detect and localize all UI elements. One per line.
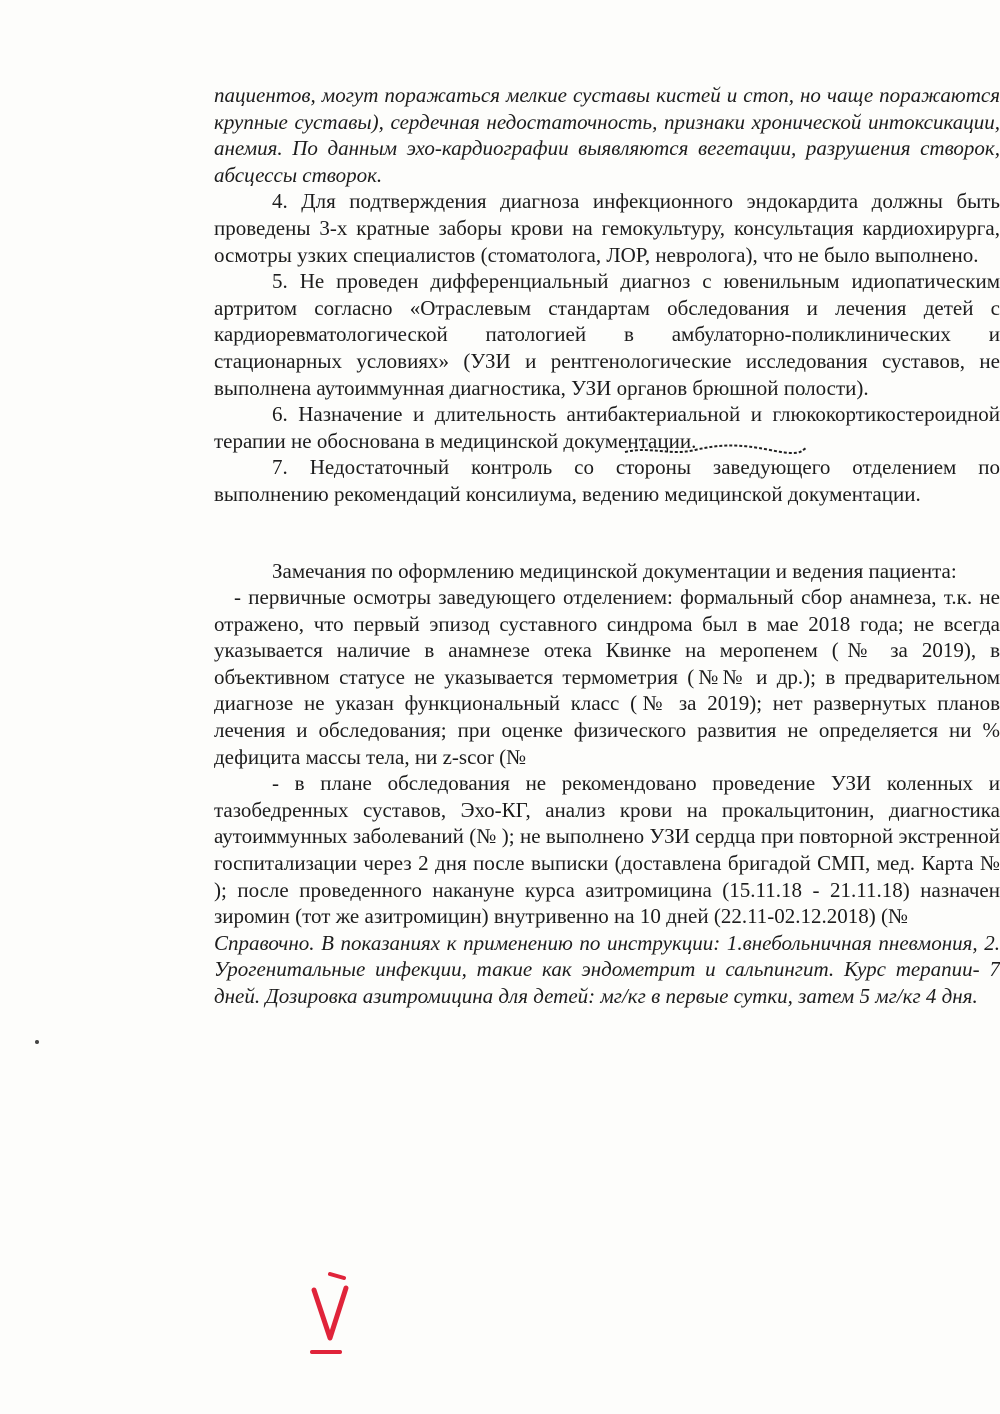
paragraph-item-6: 6. Назначение и длительность антибактериальной и глюкокортикостероидной терапии не обоснована в медицинской документации.: [214, 402, 1000, 453]
paragraph-item-4: 4. Для подтверждения диагноза инфекционного эндокардита должны быть проведены 3-х кратные заборы крови на гемокультуру, консультация кардиохирурга, осмотры узких специалистов (стоматолога, ЛОР, невролога), что не было выполнено.: [214, 189, 1000, 267]
scan-speck: [35, 1040, 39, 1044]
red-checkmark-icon: [300, 1268, 360, 1358]
section-heading: Замечания по оформлению медицинской документации и ведения пациента:: [272, 558, 957, 583]
paragraph-intro: пациентов, могут поражаться мелкие суставы кистей и стоп, но чаще поражаются крупные суставы), сердечная недостаточность, признаки хронической интоксикации, анемия. По данным эхо-кардиографии выявляются вегетации, разрушения створок, абсцессы створок.: [214, 83, 1000, 187]
paragraph-reference-note: Справочно. В показаниях к применению по инструкции: 1.внебольничная пневмония, 2. Урогенитальные инфекции, такие как эндометрит и сальпингит. Курс терапии- 7 дней. Дозировка азитромицина для детей: мг/кг в первые сутки, затем 5 мг/кг 4 дня.: [214, 930, 1000, 1008]
paragraph-remark-1: - первичные осмотры заведующего отделением: формальный сбор анамнеза, т.к. не отражено, что первый эпизод суставного синдрома был в мае 2018 года; не всегда указывается наличие в анамнезе отека Квинке на меропенем (№ за 2019), в объективном статусе не указывается термометрия (№№ и др.); в предварительном диагнозе не указан функциональный класс (№ за 2019); нет развернутых планов лечения и обследования; при оценке физического развития не определяется ни % дефицита массы тела, ни z-scor (№: [214, 585, 1000, 769]
document-body: [214, 82, 1000, 1010]
paragraph-item-5: 5. Не проведен дифференциальный диагноз с ювенильным идиопатическим артритом согласно «Отраслевым стандартам обследования и лечения детей с кардиоревматологической патологией в амбулаторно-поликлинических и стационарных условиях» (УЗИ и рентгенологические исследования суставов, не выполнена аутоиммунная диагностика, УЗИ органов брюшной полости).: [214, 269, 1000, 400]
paragraph-remark-2: - в плане обследования не рекомендовано проведение УЗИ коленных и тазобедренных суставов, Эхо-КГ, анализ крови на прокальцитонин, диагностика аутоиммунных заболеваний (№ ); не выполнено УЗИ сердца при повторной экстренной госпитализации через 2 дня после выписки (доставлена бригадой СМП, мед. Карта № ); после проведенного накануне курса азитромицина (15.11.18 - 21.11.18) назначен зиромин (тот же азитромицин) внутривенно на 10 дней (22.11-02.12.2018) (№: [214, 771, 1000, 929]
paragraph-item-7: 7. Недостаточный контроль со стороны заведующего отделением по выполнению рекомендаций консилиума, ведению медицинской документации.: [214, 455, 1000, 506]
spacer: [214, 508, 1000, 558]
scribble-underline-icon: [620, 430, 810, 460]
